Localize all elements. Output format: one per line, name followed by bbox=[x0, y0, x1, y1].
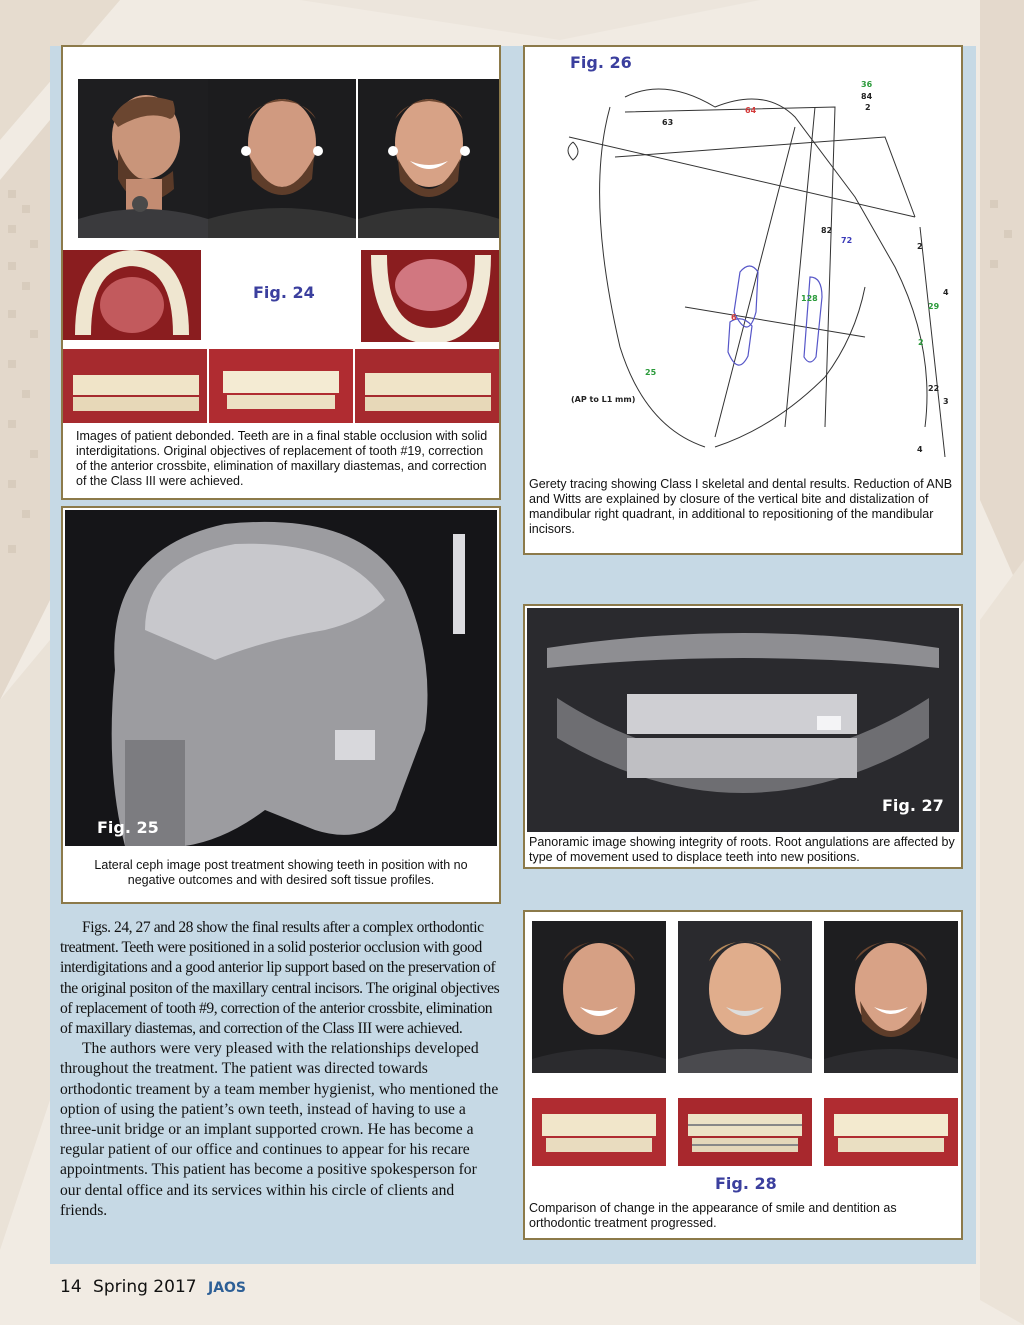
figure-27-label: Fig. 27 bbox=[882, 796, 944, 815]
gerety-tracing bbox=[525, 47, 961, 477]
svg-text:4: 4 bbox=[943, 288, 949, 297]
figure-25-caption: Lateral ceph image post treatment showing teeth in position with no negative outcomes and with desired soft tissue profiles. bbox=[94, 858, 468, 887]
svg-text:2: 2 bbox=[917, 242, 923, 251]
svg-text:36: 36 bbox=[861, 80, 873, 89]
page-footer bbox=[60, 1277, 246, 1297]
figure-28 bbox=[523, 910, 963, 1240]
figure-28-caption: Comparison of change in the appearance of smile and dentition as orthodontic treatment progressed. bbox=[529, 1201, 897, 1230]
svg-text:6: 6 bbox=[731, 313, 737, 322]
svg-text:3: 3 bbox=[943, 397, 949, 406]
anterior-teeth-photo bbox=[209, 349, 353, 423]
page-number: 14 bbox=[60, 1277, 82, 1297]
svg-text:25: 25 bbox=[645, 368, 657, 377]
figure-24-caption: Images of patient debonded. Teeth are in a final stable occlusion with solid interdigitations. Original objectives of replacement of tooth #19, correction of the anterior crossbite, elimination of maxillary diastemas, and correction of the Class III were achieved. bbox=[76, 429, 488, 488]
svg-text:2: 2 bbox=[918, 338, 924, 347]
right-buccal-photo bbox=[63, 349, 207, 423]
svg-text:82: 82 bbox=[821, 226, 833, 235]
svg-text:(AP to L1 mm): (AP to L1 mm) bbox=[571, 395, 636, 404]
teeth-photo-before bbox=[532, 1098, 666, 1166]
svg-text:128: 128 bbox=[801, 294, 818, 303]
teeth-photo-after bbox=[824, 1098, 958, 1166]
article-body bbox=[60, 918, 500, 1221]
smile-photo-before bbox=[532, 921, 666, 1073]
figure-24-label: Fig. 24 bbox=[253, 283, 315, 302]
left-buccal-photo bbox=[355, 349, 501, 423]
figure-25 bbox=[61, 506, 501, 904]
figure-27-caption: Panoramic image showing integrity of roots. Root angulations are affected by type of movement used to displace teeth into new positions. bbox=[529, 835, 955, 864]
figure-27 bbox=[523, 604, 963, 869]
teeth-photo-braces bbox=[678, 1098, 812, 1166]
svg-text:29: 29 bbox=[928, 302, 940, 311]
svg-text:63: 63 bbox=[662, 118, 674, 127]
lower-occlusal-photo bbox=[361, 250, 501, 342]
svg-text:84: 84 bbox=[861, 92, 873, 101]
svg-text:22: 22 bbox=[928, 384, 940, 393]
figure-24 bbox=[61, 45, 501, 500]
svg-text:64: 64 bbox=[745, 106, 757, 115]
figure-26-label: Fig. 26 bbox=[570, 53, 632, 72]
patient-profile-photo bbox=[78, 79, 208, 238]
article-paragraph-2: The authors were very pleased with the relationships developed throughout the treatment. The patient was directed towards orthodontic treament by a team member hygienist, who mentioned the option of using the patient’s own teeth, instead of having to use a three-unit bridge or an implant supported crown. He has become a regular patient of our office and continues to appear for his recare appointments. This patient has become a positive spokesperson for our dental office and its services within his circle of clients and friends. bbox=[60, 1040, 499, 1219]
article-paragraph-1: Figs. 24, 27 and 28 show the final results after a complex orthodontic treatment. Teeth were positioned in a solid posterior occlusion with good interdigitations and a good anterior lip support based on the preservation of the original positon of the maxillary central incisors. The original objectives of replacement of tooth #9, correction of the anterior crossbite, elimination of maxillary diastemas, and correction of the Class III were achieved. bbox=[60, 919, 500, 1038]
issue-date: Spring 2017 bbox=[93, 1277, 197, 1297]
figure-28-label: Fig. 28 bbox=[715, 1174, 777, 1193]
smile-photo-after bbox=[824, 921, 958, 1073]
figure-26 bbox=[523, 45, 963, 555]
journal-name: JAOS bbox=[207, 1280, 247, 1296]
patient-front-photo bbox=[208, 79, 356, 238]
figure-25-label: Fig. 25 bbox=[97, 818, 159, 837]
lateral-ceph-xray bbox=[65, 510, 497, 846]
patient-smile-photo bbox=[358, 79, 500, 238]
svg-text:2: 2 bbox=[865, 103, 871, 112]
svg-text:72: 72 bbox=[841, 236, 853, 245]
svg-text:4: 4 bbox=[917, 445, 923, 454]
smile-photo-braces bbox=[678, 921, 812, 1073]
upper-occlusal-photo bbox=[63, 250, 201, 340]
figure-26-caption: Gerety tracing showing Class I skeletal and dental results. Reduction of ANB and Witts are explained by closure of the vertical bite and distalization of mandibular right quadrant, in additional to repositioning of the mandibular incisors. bbox=[529, 477, 953, 536]
